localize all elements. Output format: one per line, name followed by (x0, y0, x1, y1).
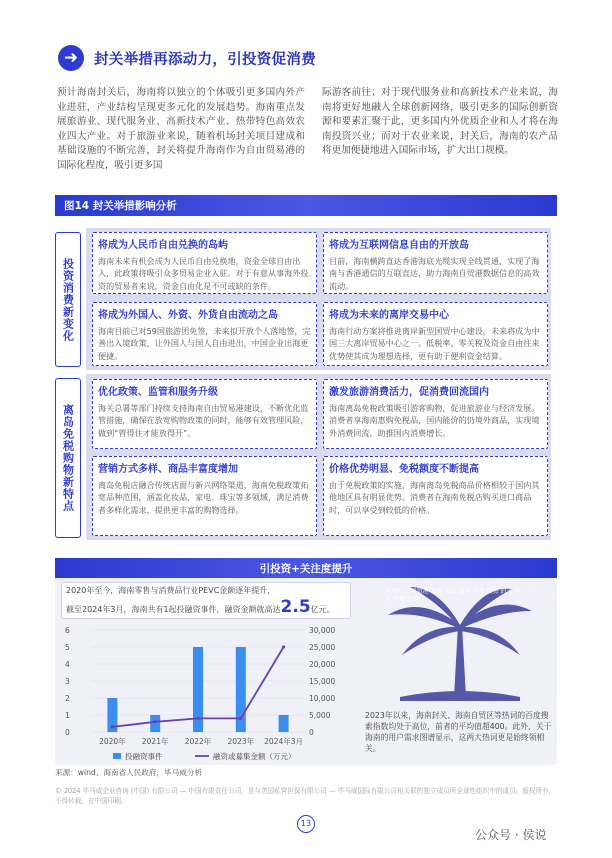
legend-line-label: 融资或募集金额（万元） (213, 752, 296, 761)
intro-right: 际游客前往；对于现代服务业和高新技术产业来说，海南将更好地融入全球创新网络，吸引更多的国际创新资源和要素汇聚于此，更多国内外优质企业和人才将在海南投资兴业；而对于农业来说，封关后，海南的农产品将更加便捷地进入国际市场，扩大出口规模。 (322, 87, 558, 157)
wordcloud-words: 海南封关 自贸港 免税 离岛 旅游 消费 投资 封关 海口 三亚 政策 贸易 (385, 588, 535, 603)
line-point (239, 717, 242, 720)
bar (150, 715, 160, 732)
line-point (111, 725, 114, 728)
y-tick-left: 2 (65, 694, 70, 703)
impact-card: 激发旅游消费活力，促消费回流国内 海南离岛免税政策吸引游客购物，促进旅游业与经济发展。消费者享海南惠购免税品，国内能价的仍境外商品，实现境外消费回流，助推国内消费增长。 (323, 379, 548, 449)
y-tick-left: 0 (65, 728, 70, 737)
impact-card: 将成为人民币自由兑换的岛屿 海南未来有机会成为人民币自由兑换地，资金全球自由出入，此政策将吸引众多贸易企业入驻。对于有意从事海外投资的贸易者来说，资金自由化是不可或缺的条件。 (92, 232, 317, 294)
watermark: 公众号 · 侯说 (475, 828, 547, 842)
y-tick-right: 15,000 (309, 677, 336, 686)
line-point (196, 717, 199, 720)
bottom-title: 引投资+关注度提升 (259, 563, 353, 575)
group-label-investment: 投资消费新变化 (55, 232, 81, 367)
section-title: 封关举措再添动力，引投资促消费 (94, 52, 316, 68)
line-point (154, 720, 157, 723)
callout-line-1: 2020年至今，海南零售与消费品行业PEVC金额逐年提升， (66, 586, 276, 595)
y-tick-left: 5 (65, 643, 70, 652)
investment-chart (55, 618, 355, 764)
legend-bar-label: 投融资事件 (125, 752, 163, 761)
x-tick-label: 2024年3月 (264, 737, 304, 746)
y-tick-right: 5,000 (309, 711, 331, 720)
footer-copyright: © 2024 毕马威企业咨询 (中国) 有限公司 — 中国有限责任公司，是与英国私营担保有限公司 — 毕马威国际有限公司相关联的独立成员所全球性组织中的成员。版权所有，不得转载。在中国印刷。 (55, 787, 556, 805)
x-tick-label: 2022年 (184, 737, 212, 746)
bar (279, 715, 289, 732)
callout-line-2: 截至2024年3月，海南共有1起投融资事件，融资金额就高达2.5亿元。 (66, 597, 335, 617)
y-tick-left: 4 (65, 660, 70, 669)
callout-big-number: 2.5 (280, 597, 311, 617)
y-tick-right: 30,000 (309, 626, 336, 635)
y-tick-left: 3 (65, 677, 70, 686)
impact-card: 价格优势明显、免税额度不断提高 由于免税政策的实施，海南离岛免税商品价格相较于国内其他地区具有明显优势。消费者在海南免税店购买进口商品时，可以享受到较低的价格。 (323, 456, 548, 536)
intro-left: 预计海南封关后，海南将以独立的个体吸引更多国内外产业进驻，产业结构呈现更多元化的发展趋势。海南重点发展旅游业、现代服务业、高新技术产业、热带特色高效农业四大产业。对于旅游业来说，随着机场封关项目建成和基础设施的不断完善，封关将提升海南作为自由贸易港的国际化程度，吸引更多国 (57, 87, 305, 171)
figure-title: 图14 封关举措影响分析 (64, 200, 177, 212)
y-tick-right: 10,000 (309, 694, 336, 703)
y-tick-right: 25,000 (309, 643, 336, 652)
y-tick-right: 0 (309, 728, 314, 737)
impact-card: 将成为外国人、外资、外货自由流动之岛 海南目前已对59国旅游团免签，未来拟开放个人落地签，完善出入境政策，让外国人与国人自由进出，中国企业出海更便捷。 (92, 302, 317, 366)
x-tick-label: 2023年 (227, 737, 255, 746)
impact-card: 优化政策、监管和服务升级 海关总署等部门持续支持海南自由贸易港建设，不断优化监管措施，确保在放宽购物政策的同时，能够有效管理风险，做到“管得住才能放得开”。 (92, 379, 317, 449)
impact-card: 将成为未来的离岸交易中心 海南行动方案将推进离岸新型国贸中心建设，未来将成为中国三大离岸贸易中心之一。低税率、零关税及资金自由往来优势使其成为理想选择，更有助于便利资金结算。 (323, 302, 548, 366)
group-label-duty-free: 离岛免税购物新特点 (55, 378, 81, 538)
y-tick-right: 20,000 (309, 660, 336, 669)
legend-bar-swatch (113, 753, 121, 759)
page-number: 13 (297, 815, 315, 833)
x-tick-label: 2020年 (99, 737, 126, 746)
y-tick-left: 6 (65, 626, 70, 635)
source-note: 来源：wind、海南省人民政府，毕马威分析 (55, 768, 203, 777)
y-tick-left: 1 (65, 711, 70, 720)
arrow-right-icon: ➜ (58, 45, 84, 71)
x-tick-label: 2021年 (141, 737, 169, 746)
line-point (282, 645, 285, 648)
right-note: 2023年以来，海南封关、海南自贸区等热词的百度搜索指数均处于高位，前者的平均值超400。此外，关于海南的用户需求图谱显示，这两大热词更是始终领相关。 (365, 711, 552, 753)
impact-card: 营销方式多样、商品丰富度增加 离岛免税店融合传统店面与新兴网络渠道，海南免税政策拓宽品种范围，涵盖化妆品、家电、珠宝等多领域，满足消费者多样化需求，提供更丰富的购物选择。 (92, 456, 317, 536)
impact-card: 将成为互联网信息自由的开放岛 目前，海南横跨直达香港海底光缆实现全线贯通，实现了海南与香港通信的互联直达，助力海南自贸港数据信息的高效流动。 (323, 232, 548, 294)
